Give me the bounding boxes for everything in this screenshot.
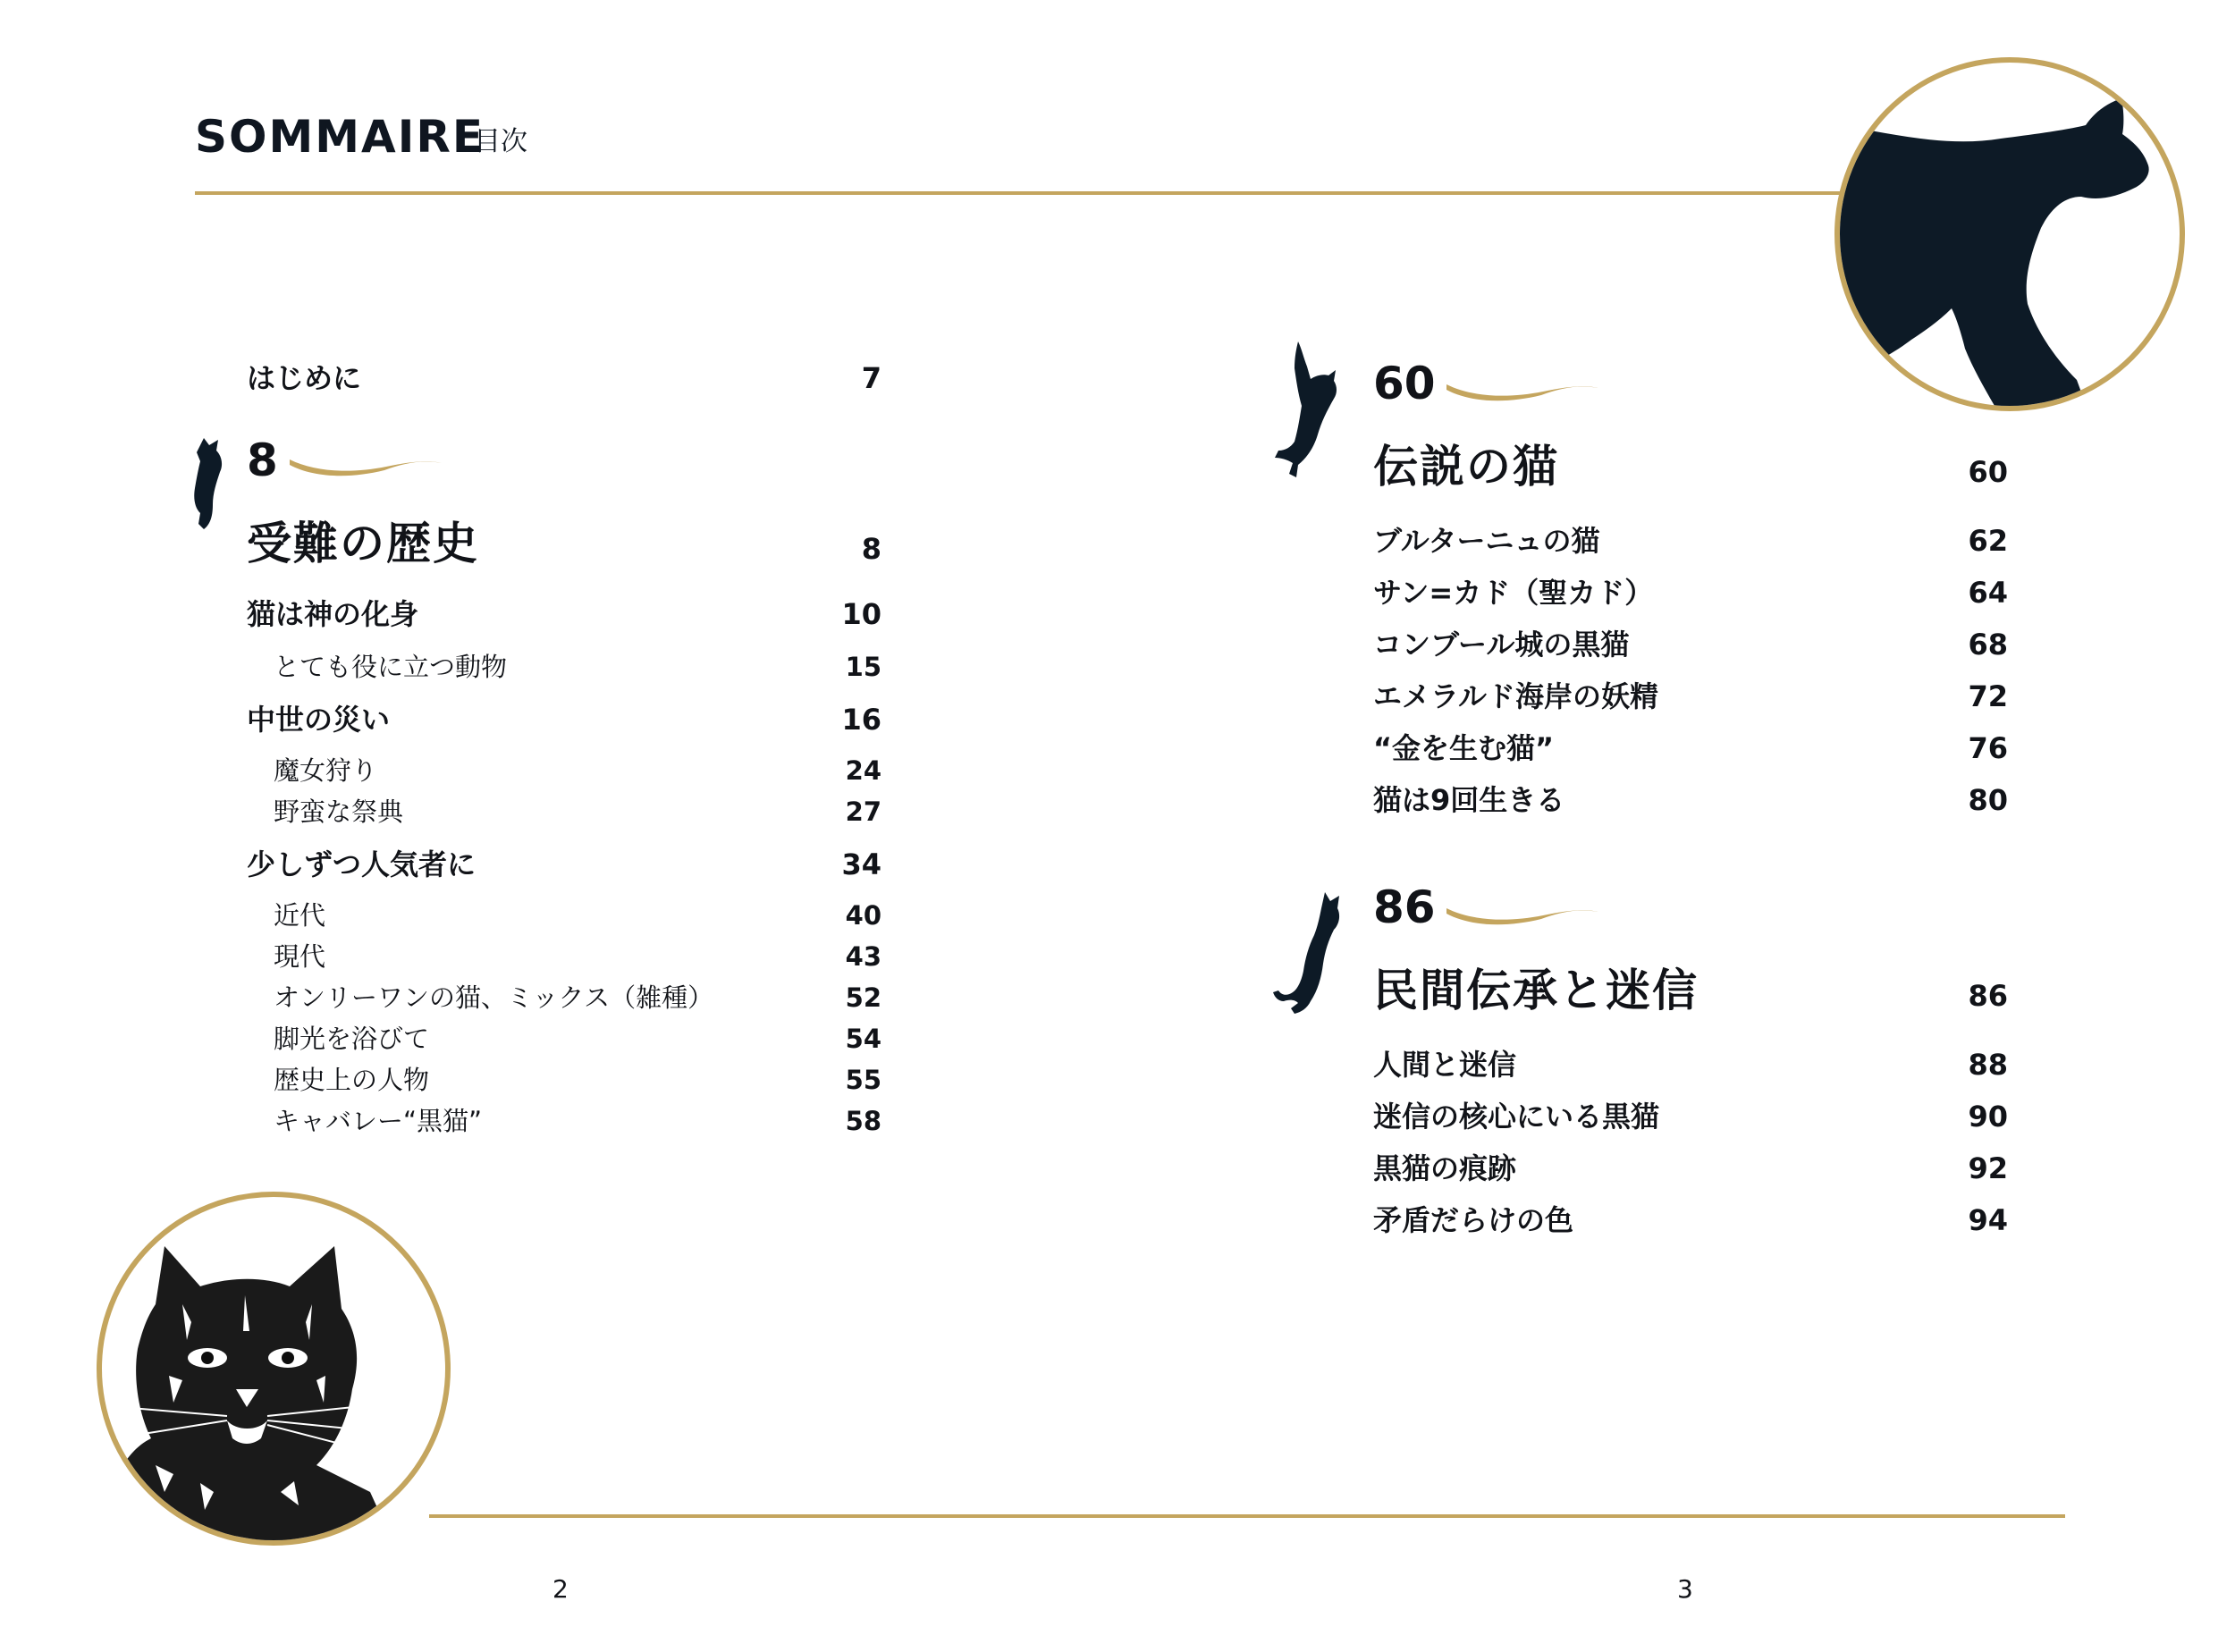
gold-swoosh-icon xyxy=(1445,372,1601,404)
bottom-left-cat-medallion xyxy=(97,1192,451,1546)
toc-title: エメラルド海岸の妖精 xyxy=(1373,679,1659,713)
toc-subsection-row[interactable] xyxy=(274,1101,881,1138)
cat-silhouette-icon xyxy=(1840,63,2185,411)
toc-title: サン=カド（聖カド） xyxy=(1373,576,1654,610)
toc-title: コンブール城の黒猫 xyxy=(1373,628,1630,662)
toc-title: 迷信の核心にいる黒猫 xyxy=(1373,1100,1660,1134)
toc-section-row[interactable] xyxy=(247,697,881,738)
chapter-page-number: 86 xyxy=(1968,979,2008,1013)
toc-title: 猫は神の化身 xyxy=(247,597,419,631)
header-rule xyxy=(195,191,1858,195)
toc-title: はじめに xyxy=(247,361,362,395)
toc-page-number: 92 xyxy=(1968,1151,2008,1185)
toc-title: 脚光を浴びて xyxy=(274,1024,430,1054)
toc-section-row[interactable] xyxy=(1373,726,2008,767)
toc-title: 黒猫の痕跡 xyxy=(1373,1151,1517,1185)
page-folio-right: 3 xyxy=(1677,1574,1693,1604)
toc-page-number: 27 xyxy=(845,796,881,827)
toc-title: 中世の災い xyxy=(247,703,391,737)
header-subtitle: 目次 xyxy=(474,126,527,157)
toc-section-row[interactable] xyxy=(1373,518,2008,560)
toc-title: 近代 xyxy=(274,900,326,931)
toc-page-number: 7 xyxy=(861,361,881,395)
tabby-cat-portrait-icon xyxy=(102,1197,451,1546)
toc-page-number: 55 xyxy=(845,1065,881,1095)
toc-subsection-row[interactable] xyxy=(274,978,881,1015)
toc-subsection-row[interactable] xyxy=(274,647,881,684)
toc-subsection-row[interactable] xyxy=(274,751,881,788)
chapter-title: 受難の歴史 xyxy=(247,518,479,569)
toc-section-row[interactable] xyxy=(1373,1198,2008,1239)
toc-title: キャバレー“黒猫” xyxy=(274,1106,483,1136)
chapter-number: 60 xyxy=(1373,358,1436,409)
toc-page-number: 76 xyxy=(1968,731,2008,765)
toc-section-row[interactable] xyxy=(1373,622,2008,663)
toc-page-number: 34 xyxy=(841,847,881,881)
toc-title: 矛盾だらけの色 xyxy=(1373,1203,1574,1237)
climbing-cat-icon xyxy=(1271,340,1354,479)
gold-swoosh-icon xyxy=(288,447,444,479)
toc-title: とても役に立つ動物 xyxy=(274,652,508,682)
toc-subsection-row[interactable] xyxy=(274,896,881,932)
toc-title: 猫は9回生きる xyxy=(1373,783,1565,817)
toc-page-number: 88 xyxy=(1968,1048,2008,1082)
toc-title: 歴史上の人物 xyxy=(274,1065,430,1095)
toc-section-row[interactable] xyxy=(1373,674,2008,715)
toc-page-number: 54 xyxy=(845,1024,881,1054)
toc-subsection-row[interactable] xyxy=(274,792,881,829)
toc-page-number: 43 xyxy=(845,941,881,972)
toc-title: 現代 xyxy=(274,941,326,972)
toc-page-number: 80 xyxy=(1968,783,2008,817)
toc-section-row[interactable] xyxy=(1373,1042,2008,1083)
toc-title: “金を生む猫” xyxy=(1373,731,1555,765)
toc-page-number: 10 xyxy=(841,597,881,631)
chapter-heading-row[interactable] xyxy=(1373,431,2008,495)
chapter-page-number: 8 xyxy=(861,532,881,566)
toc-title: 野蛮な祭典 xyxy=(274,796,404,827)
toc-page-number: 94 xyxy=(1968,1203,2008,1237)
toc-section-row[interactable] xyxy=(1373,1094,2008,1135)
page-folio-left: 2 xyxy=(552,1574,569,1604)
chapter-title: 民間伝承と迷信 xyxy=(1373,965,1699,1016)
footer-rule xyxy=(429,1514,2065,1518)
toc-intro-row[interactable] xyxy=(247,356,881,397)
chapter-title: 伝説の猫 xyxy=(1373,441,1559,493)
toc-page-number: 64 xyxy=(1968,576,2008,610)
toc-page-number: 90 xyxy=(1968,1100,2008,1134)
toc-page-number: 62 xyxy=(1968,524,2008,558)
toc-subsection-row[interactable] xyxy=(274,1019,881,1056)
toc-page-number: 72 xyxy=(1968,679,2008,713)
toc-page-number: 16 xyxy=(841,703,881,737)
toc-title: オンリーワンの猫、ミックス（雑種） xyxy=(274,982,714,1013)
header-title: SOMMAIRE xyxy=(195,111,485,163)
climbing-cat-icon xyxy=(1268,890,1352,1016)
chapter-heading-row[interactable] xyxy=(1373,955,2008,1019)
top-right-cat-medallion xyxy=(1834,57,2185,411)
toc-subsection-row[interactable] xyxy=(274,1060,881,1097)
chapter-page-number: 60 xyxy=(1968,455,2008,489)
toc-section-row[interactable] xyxy=(247,842,881,883)
toc-section-row[interactable] xyxy=(1373,1146,2008,1187)
chapter-number: 86 xyxy=(1373,881,1436,933)
toc-title: ブルターニュの猫 xyxy=(1373,524,1600,558)
toc-section-row[interactable] xyxy=(1373,778,2008,819)
toc-page-number: 40 xyxy=(845,900,881,931)
climbing-cat-icon xyxy=(177,436,231,531)
toc-page-number: 24 xyxy=(845,755,881,786)
toc-title: 魔女狩り xyxy=(274,755,378,786)
toc-page-number: 68 xyxy=(1968,628,2008,662)
toc-title: 少しずつ人気者に xyxy=(247,847,477,881)
toc-page-number: 15 xyxy=(845,652,881,682)
toc-section-row[interactable] xyxy=(247,592,881,633)
gold-swoosh-icon xyxy=(1445,896,1601,928)
toc-section-row[interactable] xyxy=(1373,570,2008,611)
toc-page-number: 58 xyxy=(845,1106,881,1136)
chapter-heading-row[interactable] xyxy=(247,508,881,572)
toc-title: 人間と迷信 xyxy=(1373,1048,1517,1082)
toc-subsection-row[interactable] xyxy=(274,937,881,974)
toc-page-number: 52 xyxy=(845,982,881,1013)
chapter-number: 8 xyxy=(247,434,278,486)
